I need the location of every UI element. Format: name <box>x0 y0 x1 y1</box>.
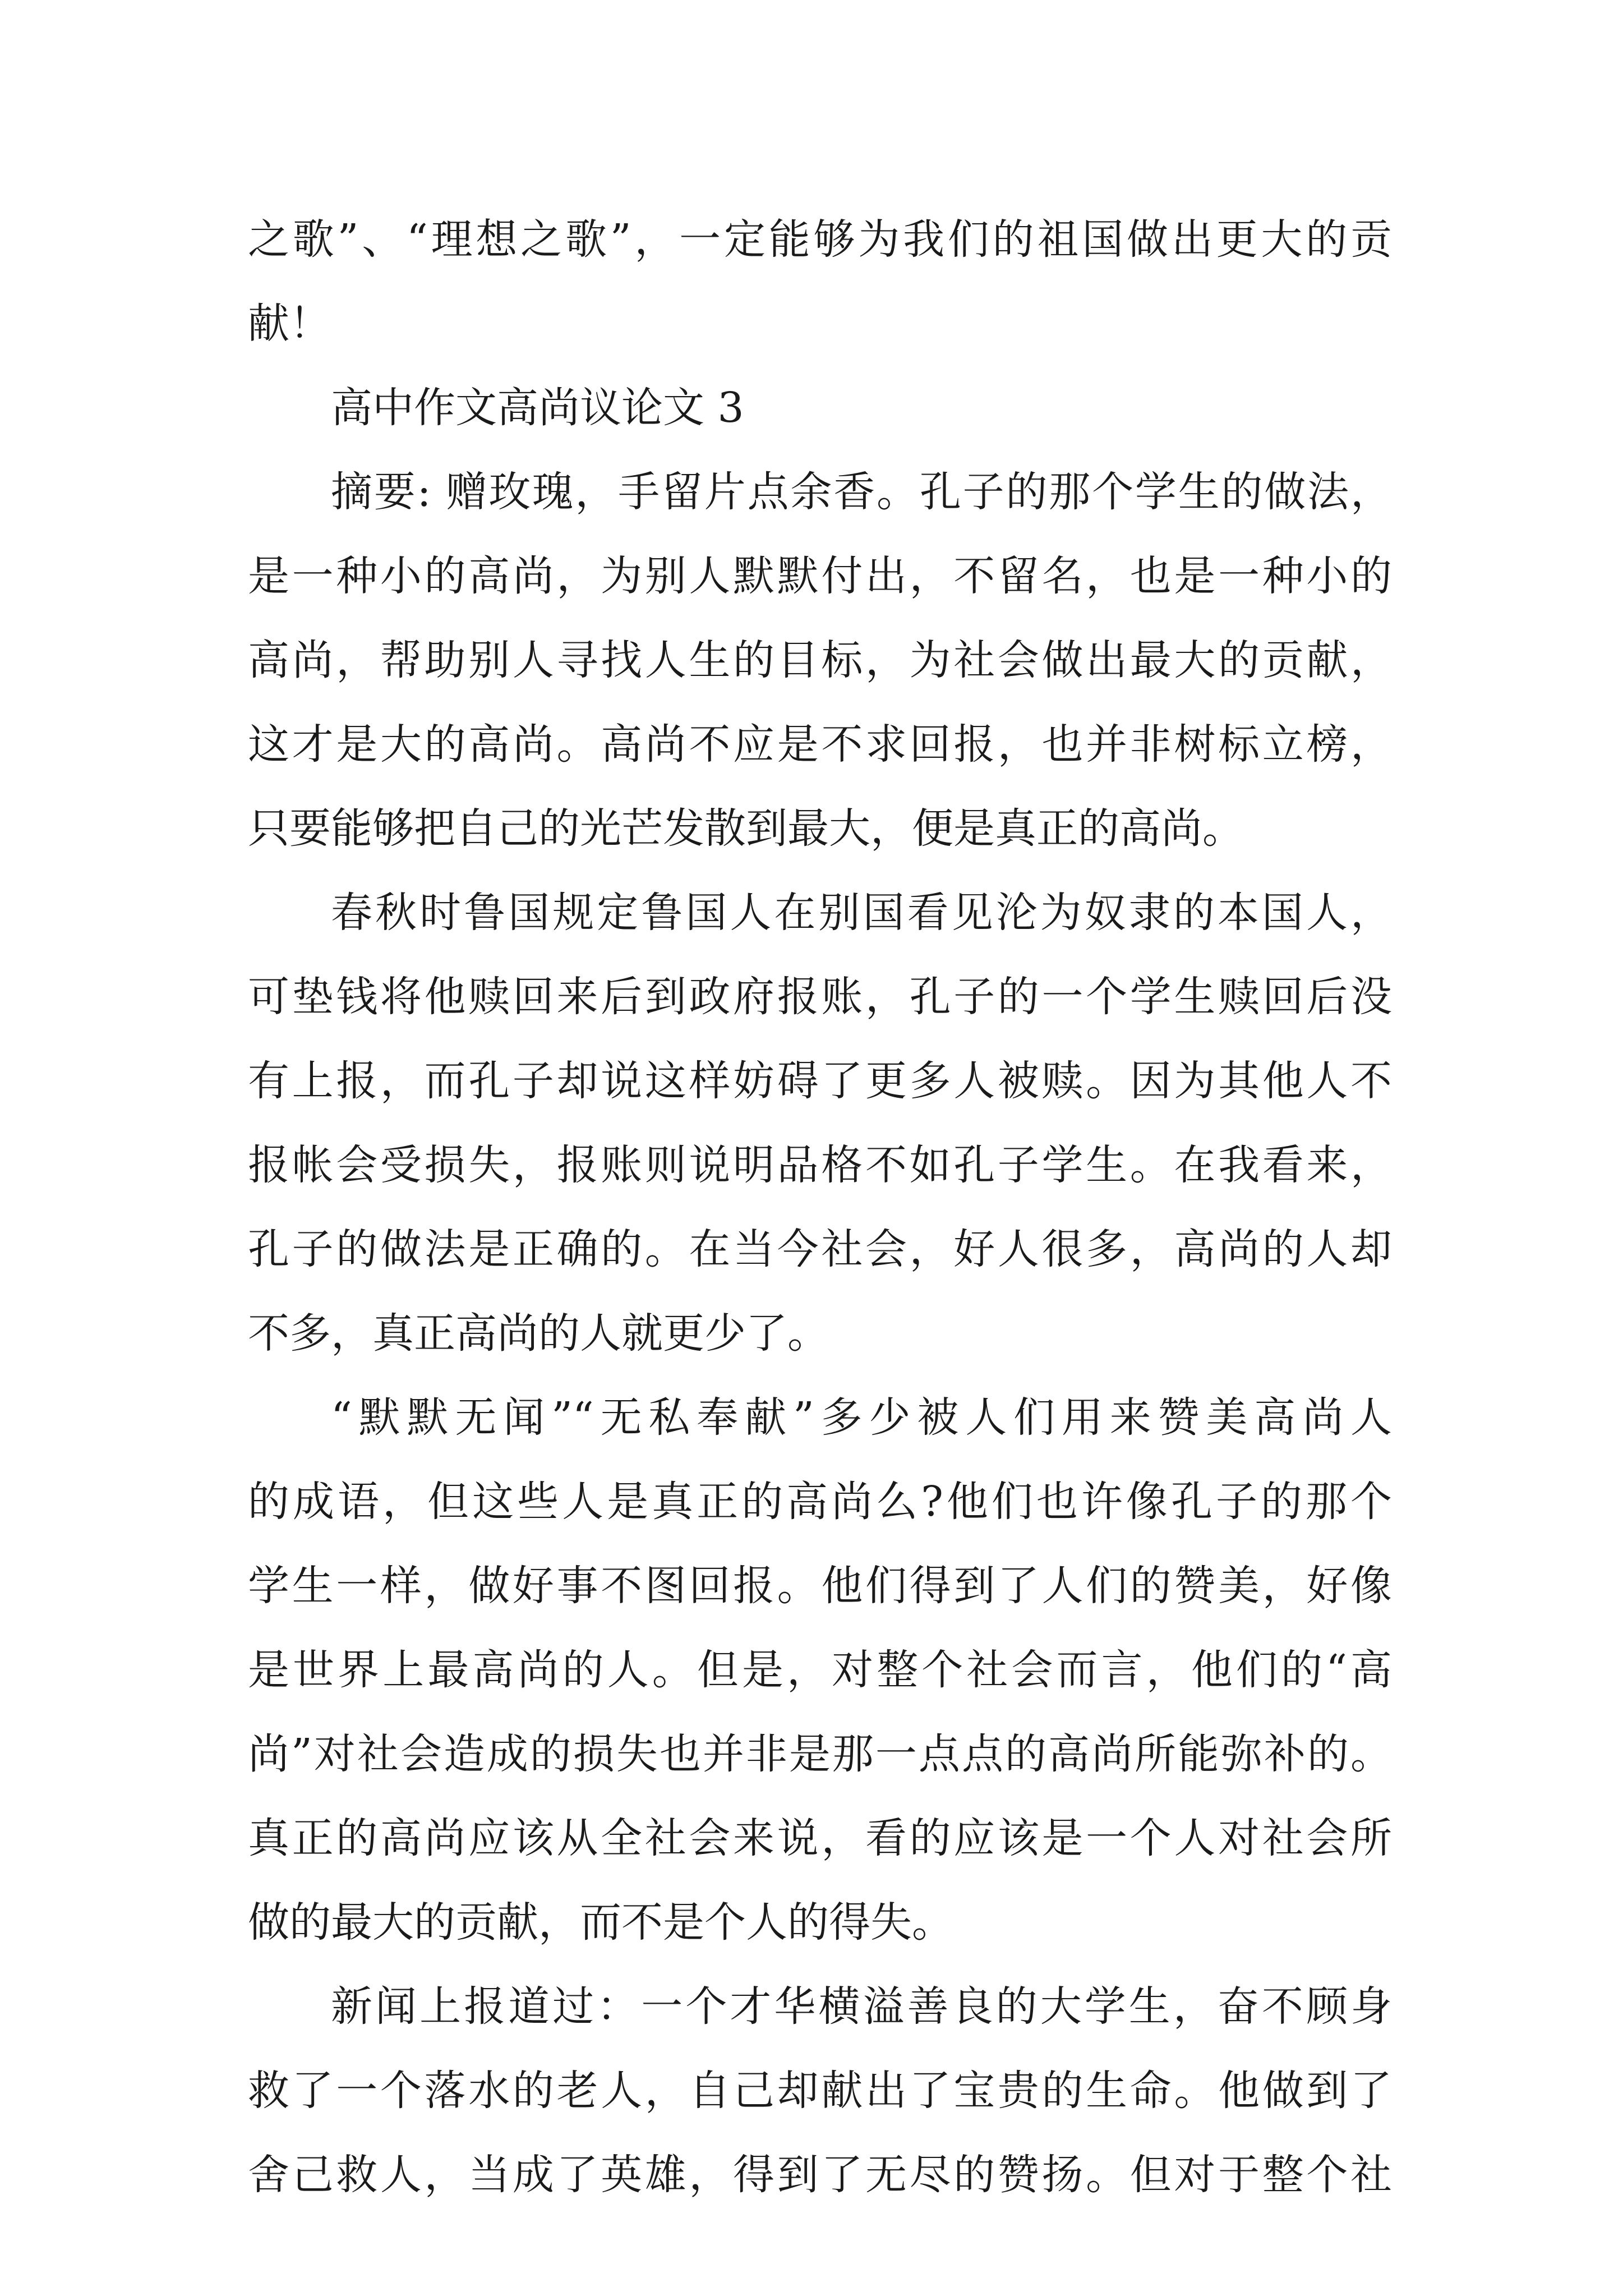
text-line: 可垫钱将他赎回来后到政府报账，孔子的一个学生赎回后没 <box>248 973 1392 1021</box>
text-line: 舍己救人，当成了英雄，得到了无尽的赞扬。但对于整个社 <box>248 2151 1392 2199</box>
text-line: 有上报，而孔子却说这样妨碍了更多人被赎。因为其他人不 <box>248 1057 1392 1105</box>
text-line: 不多，真正高尚的人就更少了。 <box>248 1309 829 1358</box>
text-line: 救了一个落水的老人，自己却献出了宝贵的生命。他做到了 <box>248 2067 1392 2115</box>
text-line: 新闻上报道过：一个才华横溢善良的大学生，奋不顾身 <box>331 1982 1392 2031</box>
text-line: 高尚，帮助别人寻找人生的目标，为社会做出最大的贡献， <box>248 636 1392 684</box>
text-line: 只要能够把自己的光芒发散到最大，便是真正的高尚。 <box>248 804 1244 853</box>
text-line: 是一种小的高尚，为别人默默付出，不留名，也是一种小的 <box>248 552 1392 600</box>
essay-body <box>248 197 1392 2217</box>
text-line: 是世界上最高尚的人。但是，对整个社会而言，他们的“高 <box>248 1646 1392 1694</box>
text-line: 的成语，但这些人是真正的高尚么?他们也许像孔子的那个 <box>248 1478 1392 1526</box>
text-line: 学生一样，做好事不图回报。他们得到了人们的赞美，好像 <box>248 1562 1392 1610</box>
text-line: 春秋时鲁国规定鲁国人在别国看见沦为奴隶的本国人， <box>331 889 1392 937</box>
text-line: 尚”对社会造成的损失也并非是那一点点的高尚所能弥补的。 <box>248 1730 1392 1778</box>
text-line: “默默无闻”“无私奉献”多少被人们用来赞美高尚人 <box>331 1393 1392 1442</box>
text-line: 献！ <box>248 300 331 348</box>
text-line: 摘要: 赠玫瑰，手留片点余香。孔子的那个学生的做法， <box>331 468 1392 516</box>
essay-title: 高中作文高尚议论文 3 <box>331 384 744 432</box>
text-line: 真正的高尚应该从全社会来说，看的应该是一个人对社会所 <box>248 1814 1392 1862</box>
text-line: 之歌”、“理想之歌”，一定能够为我们的祖国做出更大的贡 <box>248 215 1392 264</box>
text-line: 报帐会受损失，报账则说明品格不如孔子学生。在我看来， <box>248 1141 1392 1189</box>
text-line: 做的最大的贡献，而不是个人的得失。 <box>248 1898 953 1947</box>
text-line: 孔子的做法是正确的。在当今社会，好人很多，高尚的人却 <box>248 1225 1392 1273</box>
text-line: 这才是大的高尚。高尚不应是不求回报，也并非树标立榜， <box>248 720 1392 769</box>
